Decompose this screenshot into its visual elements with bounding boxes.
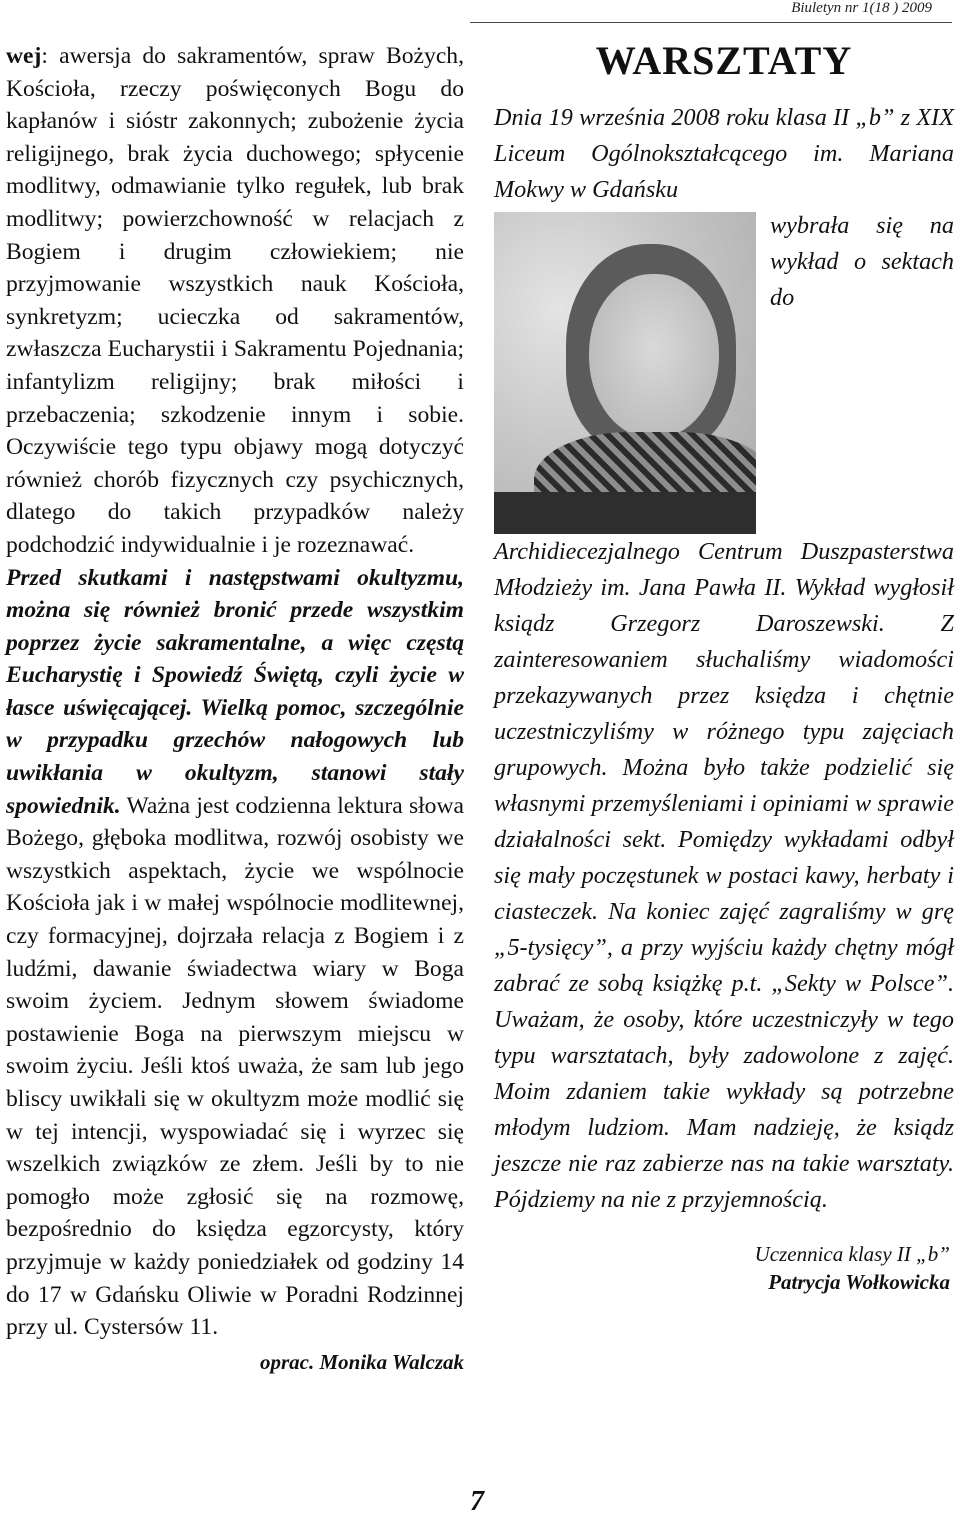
- left-paragraph-1-text: : awersja do sakramentów, spraw Bożych, Kościoła, rzeczy poświęconych Bogu do kapłanów i sióstr zakonnych; zubożenie życia religijnego, brak życia duchowego; spłycenie modlitwy, odmawianie tylko regułek, lub brak modlitwy; powierzchowność w relacjach z Bogiem i drugim człowiekiem; nie przyjmowanie wszystkich nauk Kościoła, synkretyzm; ucieczka od sakramentów, zwłaszcza Eucharystii i Sakramentu Pojednania; infantylizm religijny; brak miłości i przebaczenia; szkodzenie innym i sobie. Oczywiście tego typu objawy mogą dotyczyć również chorób fizycznych czy psychicznych, dlatego do takich przypadków należy podchodzić indywidualnie i je rozeznawać.: [6, 43, 464, 558]
- author-name: Patrycja Wołkowicka: [768, 1270, 950, 1294]
- left-column: [6, 40, 464, 1378]
- author-class: Uczennica klasy II „b”: [754, 1242, 950, 1266]
- left-paragraph-2: [6, 562, 464, 1344]
- left-paragraph-2-bold: Przed skutkami i następstwami okultyzmu, można się również bronić przede wszystkim poprzez życie sakramentalne, a więc częstą Eucharystię i Spowiedź Świętą, czyli życie w łasce uświęcającej. Wielką pomoc, szczególnie w przypadku grzechów nałogowych lub uwikłania w okultyzm, stanowi stały spowiednik.: [6, 564, 464, 819]
- portrait-photo: [494, 212, 756, 534]
- right-column: [494, 40, 954, 1296]
- lead-word: wej: [6, 43, 42, 69]
- left-signature: oprac. Monika Walczak: [260, 1349, 464, 1374]
- page-number: 7: [470, 1486, 484, 1517]
- article-title: WARSZTATY: [595, 38, 853, 83]
- article-text: wybrała się na wykład o sektach do Archidiecezjalnego Centrum Duszpasterstwa Młodzieży im. Jana Pawła II. Wykład wygłosił ksiądz Grzegorz Daroszewski. Z zainteresowaniem słuchaliśmy wiadomości przekazywanych przez księdza i chętnie uczestniczyliśmy w różnego typu zajęciach grupowych. Można było także podzielić się własnymi przemyśleniami i opiniami w sprawie działalności sekt. Pomiędzy wykładami odbył się mały poczęstunek w postaci kawy, herbaty i ciasteczek. Na koniec zajęć zagraliśmy w grę „5-tysięcy”, a przy wyjściu każdy chętny mógł zabrać ze sobą książkę p.t. „Sekty w Polsce”. Uważam, że osoby, które uczestniczyły w tego typu warsztatach, były zadowolone z zajęć. Moim zdaniem takie wykłady są potrzebne młodym ludziom. Mam nadzieję, że ksiądz jeszcze nie raz zabierze nas na takie warsztaty. Pójdziemy na nie z przyjemnością.: [494, 212, 954, 1213]
- left-paragraph-2-text: Ważna jest codzienna lektura słowa Bożego, głęboka modlitwa, rozwój osobisty we wszystkich aspektach, życie we wspólnocie Kościoła jak i w małej wspólnocie modlitewnej, czy formacyjnej, dojrzała relacja z Bogiem i z ludźmi, dawanie świadectwa wiary w Boga swoim życiem. Jednym słowem świadome postawienie Boga na pierwszym miejscu w swoim życiu. Jeśli ktoś uważa, że sam lub jego bliscy uwikłali się w okultyzm może modlić się w tej intencji, wyspowiadać się i wyrzec się wszelkich związków ze złem. Jeśli by to nie pomogło może zgłosić się na rozmowę, bezpośrednio do księdza egzorcysty, który przyjmuje w każdy poniedziałek od godziny 14 do 17 w Gdańsku Oliwie w Poradni Rodzinnej przy ul. Cystersów 11.: [6, 792, 464, 1341]
- header-rule: [470, 22, 952, 23]
- article-author: [494, 1240, 954, 1296]
- article-body: [494, 100, 954, 1218]
- bulletin-header: Biuletyn nr 1(18 ) 2009: [791, 0, 932, 16]
- left-paragraph-1: [6, 40, 464, 562]
- article-intro: Dnia 19 września 2008 roku klasa II „b” z XIX Liceum Ogólnokształcącego im. Mariana Mokwy w Gdańsku: [494, 104, 954, 203]
